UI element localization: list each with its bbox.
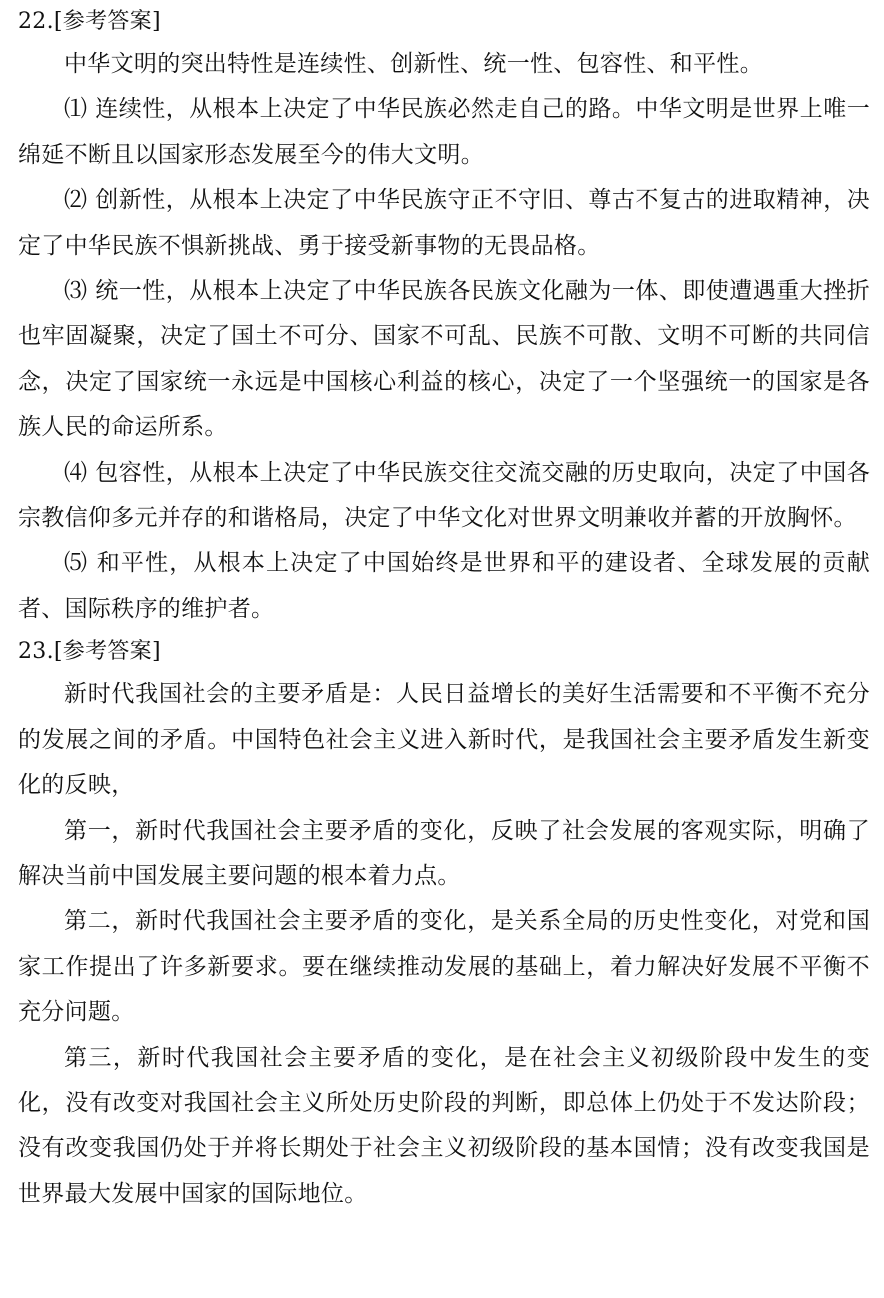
question-23-section [18, 632, 870, 1217]
question-23-intro: 新时代我国社会的主要矛盾是：人民日益增长的美好生活需要和不平衡不充分的发展之间的矛盾。中国特色社会主义进入新时代，是我国社会主要矛盾发生新变化的反映， [18, 681, 870, 799]
answer-document [18, 2, 870, 1217]
question-23-point-third: 第三，新时代我国社会主要矛盾的变化，是在社会主义初级阶段中发生的变化，没有改变对我国社会主义所处历史阶段的判断，即总体上仍处于不发达阶段；没有改变我国仍处于并将长期处于社会主义初级阶段的基本国情；没有改变我国是世界最大发展中国家的国际地位。 [18, 1044, 870, 1207]
question-22-heading: 22.[参考答案] [18, 9, 161, 34]
question-22-item-unity: ⑶ 统一性，从根本上决定了中华民族各民族文化融为一体、即使遭遇重大挫折也牢固凝聚，决定了国土不可分、国家不可乱、民族不可散、文明不可断的共同信念，决定了国家统一永远是中国核心利益的核心，决定了一个坚强统一的国家是各族人民的命运所系。 [18, 278, 870, 441]
question-23-point-second: 第二，新时代我国社会主要矛盾的变化，是关系全局的历史性变化，对党和国家工作提出了许多新要求。要在继续推动发展的基础上，着力解决好发展不平衡不充分问题。 [18, 908, 870, 1026]
question-23-heading: 23.[参考答案] [18, 639, 161, 665]
question-22-item-peace: ⑸ 和平性，从根本上决定了中国始终是世界和平的建设者、全球发展的贡献者、国际秩序的维护者。 [18, 550, 870, 622]
question-22-section [18, 2, 870, 632]
question-22-item-continuity: ⑴ 连续性，从根本上决定了中华民族必然走自己的路。中华文明是世界上唯一绵延不断且以国家形态发展至今的伟大文明。 [18, 96, 870, 168]
question-22-item-innovation: ⑵ 创新性，从根本上决定了中华民族守正不守旧、尊古不复古的进取精神，决定了中华民族不惧新挑战、勇于接受新事物的无畏品格。 [18, 187, 870, 259]
question-22-intro: 中华文明的突出特性是连续性、创新性、统一性、包容性、和平性。 [64, 51, 763, 77]
question-23-point-first: 第一，新时代我国社会主要矛盾的变化，反映了社会发展的客观实际，明确了解决当前中国发展主要问题的根本着力点。 [18, 817, 870, 889]
question-22-item-inclusiveness: ⑷ 包容性，从根本上决定了中华民族交往交流交融的历史取向，决定了中国各宗教信仰多元并存的和谐格局，决定了中华文化对世界文明兼收并蓄的开放胸怀。 [18, 459, 870, 532]
